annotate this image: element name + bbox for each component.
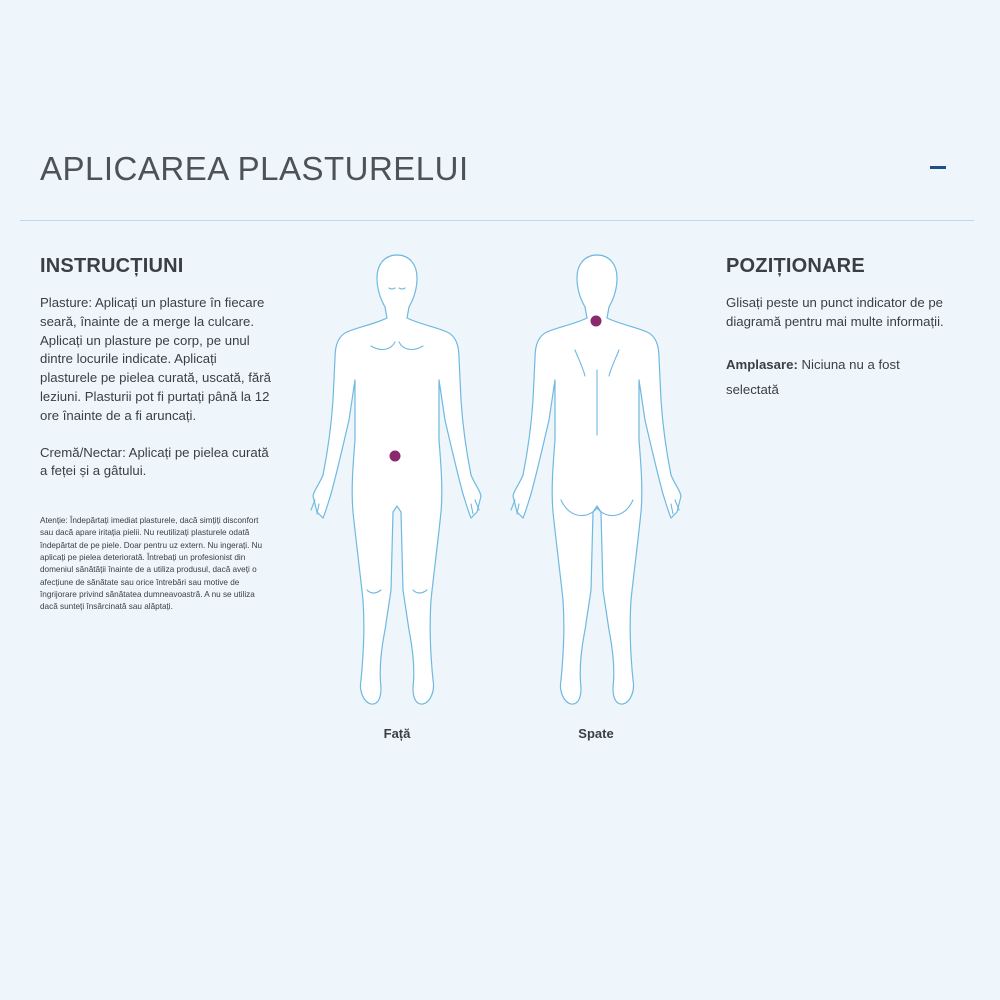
body-diagram-front — [305, 250, 490, 710]
minus-icon — [930, 166, 946, 169]
back-body-svg — [505, 250, 690, 710]
location-label: Amplasare: — [726, 356, 798, 372]
warning-text: Atenție: Îndepărtați imediat plasturele, dacă simțiți disconfort sau dacă apare iritația pielii. Nu reutilizați plasturele odată îndepărtat de pe piele. Doar pentru uz extern. Nu ingerați. Nu aplicați pe pielea deteriorată. Întrebați un profesionist din domeniul sănătății înainte de a utiliza produsul, dacă aveți o afecțiune de sănătate sau orice întrebări sau motive de îngrijorare privind sănătatea dumneavoastră. A nu se utiliza dacă sunteți însărcinată sau alăptați. — [40, 516, 263, 612]
front-abdomen-indicator[interactable] — [390, 451, 401, 462]
front-body-outline — [313, 255, 481, 704]
instructions-patch-text: Plasture: Aplicați un plasture în fiecare seară, înainte de a merge la culcare. Aplicați un plasture pe corp, pe unul dintre locurile indicate. Aplicați plasturele pe pielea curată, uscată, fără leziuni. Plasturii pot fi purtați până la 12 ore înainte de a fi aruncați. — [40, 295, 271, 423]
positioning-heading: POZIȚIONARE — [726, 255, 865, 277]
back-label: Spate — [578, 726, 614, 741]
section-title: APLICAREA PLASTURELUI — [40, 150, 469, 187]
body-diagram-back — [505, 250, 690, 710]
instructions-column — [40, 255, 276, 614]
back-neck-indicator[interactable] — [591, 316, 602, 327]
location-line — [726, 352, 956, 402]
positioning-hint: Glisați peste un punct indicator de pe diagramă pentru mai multe informații. — [726, 295, 944, 329]
front-label: Față — [383, 726, 411, 741]
location-value: Niciuna nu a fost selectată — [726, 356, 900, 397]
collapse-button[interactable] — [928, 157, 948, 177]
positioning-column — [726, 255, 956, 402]
accordion-header[interactable] — [20, 120, 974, 221]
front-body-svg — [305, 250, 490, 710]
instructions-cream-text: Cremă/Nectar: Aplicați pe pielea curată a feței și a gâtului. — [40, 444, 269, 479]
instructions-heading: INSTRUCȚIUNI — [40, 255, 184, 277]
